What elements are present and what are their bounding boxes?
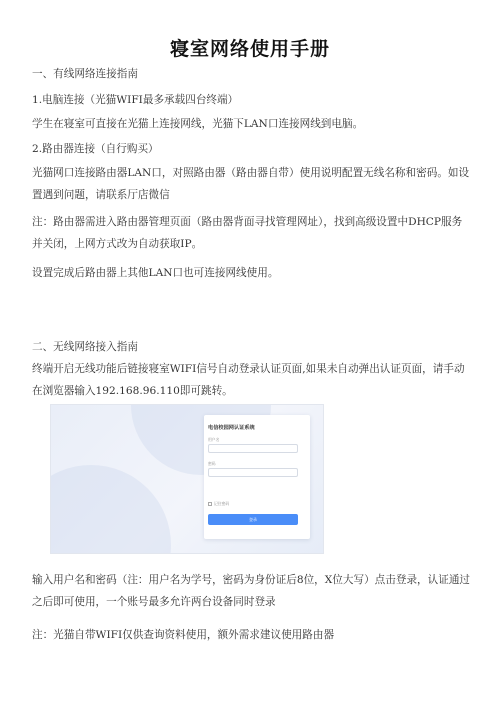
username-label: 用户名 bbox=[208, 437, 220, 442]
s1-item1: 1.电脑连接（光猫WIFI最多承载四台终端） bbox=[32, 94, 239, 106]
login-card-title: 电信校园网认证系统 bbox=[208, 425, 255, 431]
s2-text: 终端开启无线功能后链接寝室WIFI信号自动登录认证页面,如果未自动弹出认证页面，请手动在浏览器输入192.168.96.110即可跳转。 bbox=[32, 363, 465, 397]
s1-item2-text: 光猫网口连接路由器LAN口，对照路由器（路由器自带）使用说明配置无线名称和密码。如设置遇到问题，请联系厅店微信 bbox=[32, 167, 470, 201]
password-input bbox=[208, 468, 298, 477]
username-input bbox=[208, 444, 298, 453]
login-card bbox=[204, 415, 310, 539]
login-button: 登录 bbox=[208, 514, 298, 525]
login-screenshot bbox=[50, 404, 324, 554]
remember-checkbox bbox=[208, 502, 212, 506]
s2-note: 注：光猫自带WIFI仅供查询资料使用，额外需求建议使用路由器 bbox=[32, 629, 335, 641]
s1-after: 设置完成后路由器上其他LAN口也可连接网线使用。 bbox=[32, 267, 279, 279]
section2-heading: 二、无线网络接入指南 bbox=[32, 341, 138, 353]
document-title: 寝室网络使用手册 bbox=[169, 38, 330, 60]
remember-label: 记住密码 bbox=[214, 501, 230, 506]
password-label: 密码 bbox=[208, 461, 216, 466]
s1-item1-text: 学生在寝室可直接在光猫上连接网线，光猫下LAN口连接网线到电脑。 bbox=[32, 118, 364, 130]
s1-note: 注：路由器需进入路由器管理页面（路由器背面寻找管理网址），找到高级设置中DHCP服务并关闭，上网方式改为自动获取IP。 bbox=[32, 216, 463, 250]
section1-heading: 一、有线网络连接指南 bbox=[32, 68, 138, 80]
s2-login-text: 输入用户名和密码（注：用户名为学号，密码为身份证后8位，X位大写）点击登录，认证通过之后即可使用，一个账号最多允许两台设备同时登录 bbox=[32, 574, 471, 608]
s1-item2: 2.路由器连接（自行购买） bbox=[32, 143, 159, 155]
bg-decoration bbox=[50, 465, 171, 554]
